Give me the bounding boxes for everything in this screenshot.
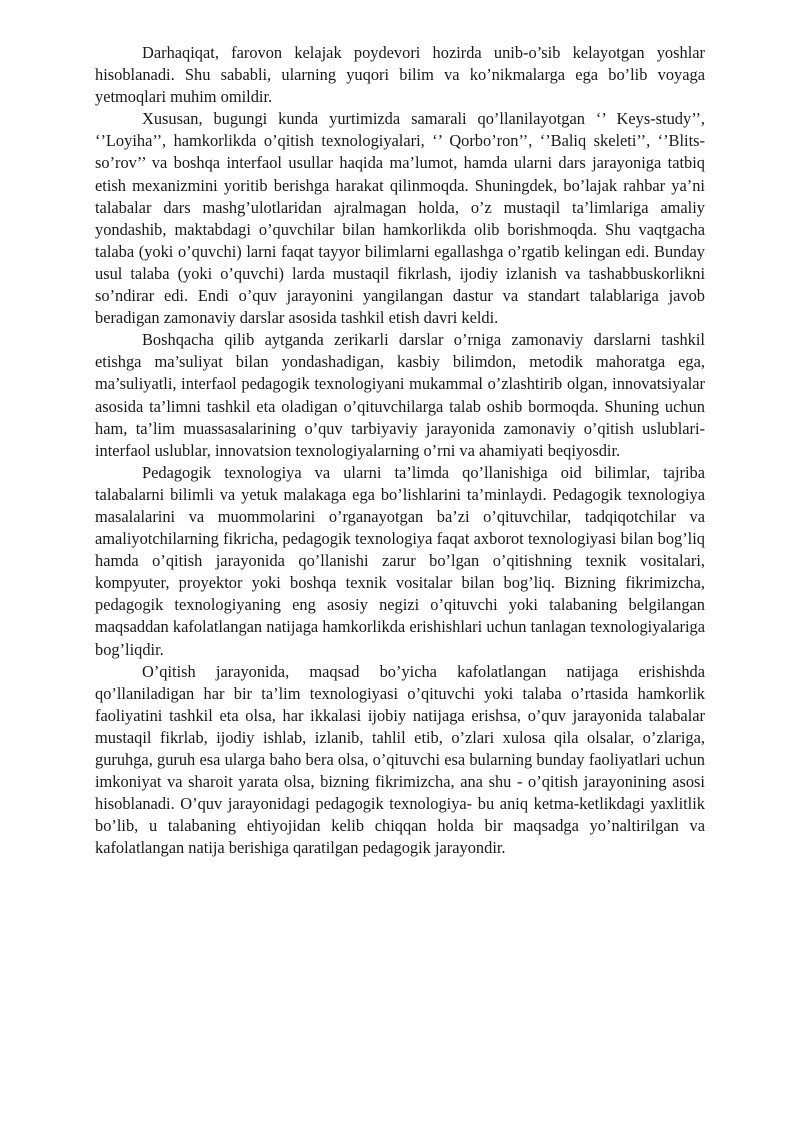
- paragraph-3: Boshqacha qilib aytganda zerikarli darslar o’rniga zamonaviy darslarni tashkil etishga ma’suliyat bilan yondashadigan, kasbiy bilimdon, metodik mahoratga ega, ma’suliyatli, interfaol pedagogik texnologiyani mukammal o’zlashtirib olgan, innovatsiyalar asosida ta’limni tashkil eta oladigan o’qituvchilarga talab oshib bormoqda. Shuning uchun ham, ta’lim muassasalarining o’quv tarbiyaviy jarayonida zamonaviy o’qitish uslublari-interfaol uslublar, innovatsion texnologiyalarning o’rni va ahamiyati beqiyosdir.: [95, 330, 705, 460]
- document-page: [95, 42, 705, 859]
- paragraph-2: Xususan, bugungi kunda yurtimizda samarali qo’llanilayotgan ‘’ Keys-study’’, ‘’Loyiha’’, hamkorlikda o’qitish texnologiyalari, ‘’ Qorbo’ron’’, ‘’Baliq skeleti’’, ‘’Blits-so’rov’’ va boshqa interfaol usullar haqida ma’lumot, hamda ularni dars jarayoniga tatbiq etish mexanizmini yoritib berishga harakat qilinmoqda. Shuningdek, bo’lajak rahbar ya’ni talabalar dars mashg’ulotlaridan ajralmagan holda, o’z mustaqil ta’limlariga amaliy yondashib, maktabdagi o’quvchilar bilan hamkorlikda olib borishmoqda. Shu vaqtgacha talaba (yoki o’quvchi) larni faqat tayyor bilimlarni egallashga o’rgatib kelingan edi. Bunday usul talaba (yoki o’quvchi) larda mustaqil fikrlash, ijodiy izlanish va tashabbuskorlikni so’ndirar edi. Endi o’quv jarayonini yangilangan dastur va standart talablariga javob beradigan zamonaviy darslar asosida tashkil etish davri keldi.: [95, 109, 705, 328]
- paragraph-5: O’qitish jarayonida, maqsad bo’yicha kafolatlangan natijaga erishishda qo’llaniladigan har bir ta’lim texnologiyasi o’qituvchi yoki talaba o’rtasida hamkorlik faoliyatini tashkil eta olsa, har ikkalasi ijobiy natijaga erishsa, o’quv jarayonida talabalar mustaqil fikrlab, ijodiy ishlab, izlanib, tahlil etib, o’zlari xulosa qila olsalar, o’zlariga, guruhga, guruh esa ularga baho bera olsa, o’qituvchi esa bularning bunday faoliyatlari uchun imkoniyat va sharoit yarata olsa, bizning fikrimizcha, ana shu - o’qitish jarayonining asosi hisoblanadi. O’quv jarayonidagi pedagogik texnologiya- bu aniq ketma-ketlikdagi yaxlitlik bo’lib, u talabaning ehtiyojidan kelib chiqqan holda bir maqsadga yo’naltirilgan va kafolatlangan natija berishiga qaratilgan pedagogik jarayondir.: [95, 661, 705, 858]
- paragraph-1: Darhaqiqat, farovon kelajak poydevori hozirda unib-o’sib kelayotgan yoshlar hisoblanadi. Shu sababli, ularning yuqori bilim va ko’nikmalarga ega bo’lib voyaga yetmoqlari muhim omildir.: [95, 43, 705, 107]
- paragraph-4: Pedagogik texnologiya va ularni ta’limda qo’llanishiga oid bilimlar, tajriba talabalarni bilimli va yetuk malakaga ega bo’lishlarini ta’minlaydi. Pedagogik texnologiya masalalarini va muommolarini o’rganayotgan ba’zi o’qituvchilar, tadqiqotchilar va amaliyotchilarning fikricha, pedagogik texnologiya faqat axborot texnologiyasi bilan bog’liq hamda o’qitish jarayonida qo’llanishi zarur bo’lgan o’qitishning texnik vositalari, kompyuter, proyektor yoki boshqa texnik vositalar bilan bog’liq. Bizning fikrimizcha, pedagogik texnologiyaning eng asosiy negizi o’qituvchi yoki talabaning belgilangan maqsaddan kafolatlangan natijaga hamkorlikda erishishlari uchun tanlagan texnologiyalariga bog’liqdir.: [95, 462, 705, 659]
